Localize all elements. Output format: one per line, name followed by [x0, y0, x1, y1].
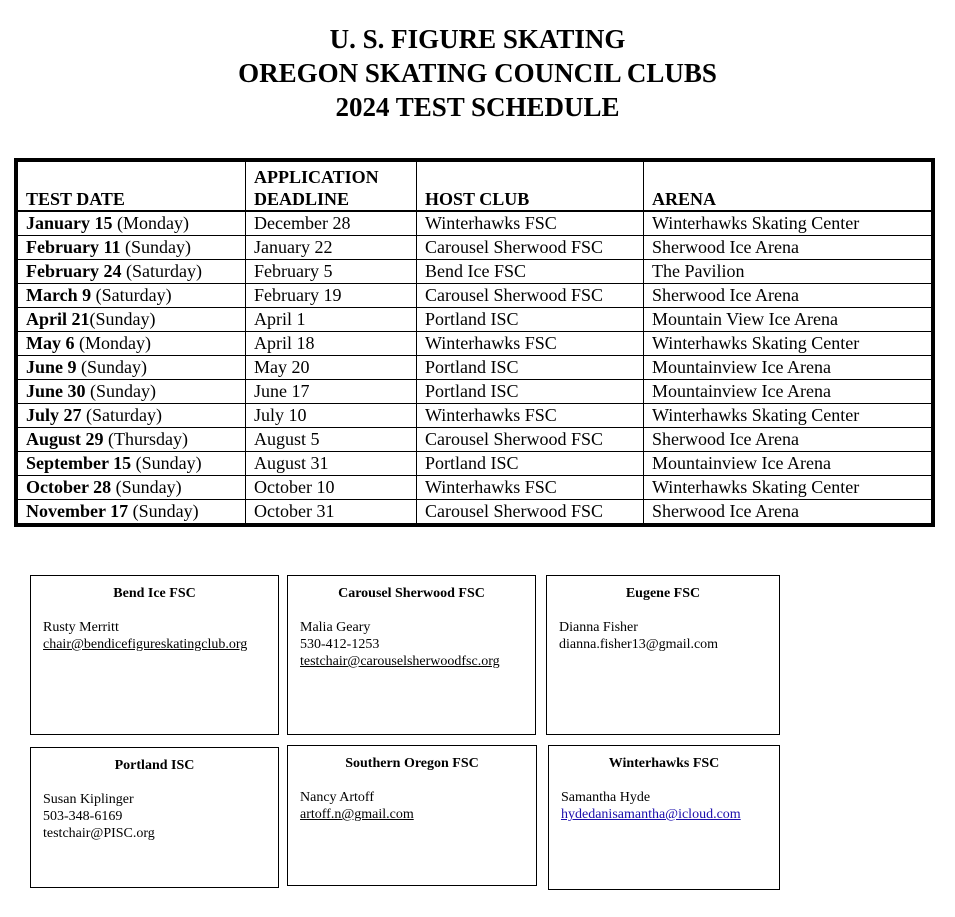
test-day-value: (Saturday)	[121, 261, 202, 281]
test-day-value: (Sunday)	[76, 357, 148, 377]
cell-deadline: August 5	[246, 428, 417, 452]
title-line-3: 2024 TEST SCHEDULE	[335, 92, 620, 122]
cell-host-club: Carousel Sherwood FSC	[417, 284, 644, 308]
contact-phone: 530-412-1253	[300, 637, 380, 652]
contact-club-name: Southern Oregon FSC	[345, 756, 479, 771]
cell-arena: Mountainview Ice Arena	[644, 356, 932, 380]
cell-arena: Sherwood Ice Arena	[644, 500, 932, 524]
test-date-value: March 9	[26, 285, 92, 305]
test-date-value: July 27	[26, 405, 82, 425]
test-date-value: February 24	[26, 261, 122, 281]
contact-card	[287, 575, 536, 735]
cell-test-date	[18, 380, 246, 404]
cell-host-club: Winterhawks FSC	[417, 211, 644, 236]
test-date-value: October 28	[26, 477, 112, 497]
table-header-row	[18, 162, 932, 212]
cell-test-date	[18, 332, 246, 356]
cell-test-date	[18, 452, 246, 476]
cell-deadline: June 17	[246, 380, 417, 404]
cell-arena: Mountain View Ice Arena	[644, 308, 932, 332]
test-day-value: (Monday)	[112, 213, 189, 233]
contact-name: Rusty Merritt	[43, 620, 119, 635]
title-line-1: U. S. FIGURE SKATING	[329, 24, 626, 54]
contact-club-name: Carousel Sherwood FSC	[338, 586, 485, 601]
test-date-value: January 15	[26, 213, 113, 233]
contact-name: Malia Geary	[300, 620, 371, 635]
cell-host-club: Portland ISC	[417, 308, 644, 332]
table-row	[18, 284, 932, 308]
contact-email-link[interactable]: chair@bendicefigureskatingclub.org	[43, 637, 248, 652]
contact-club-name: Portland ISC	[114, 758, 195, 773]
cell-host-club: Carousel Sherwood FSC	[417, 236, 644, 260]
cell-deadline: July 10	[246, 404, 417, 428]
contact-card	[30, 747, 279, 888]
header-arena: ARENA	[644, 162, 932, 212]
contact-name: Nancy Artoff	[300, 790, 374, 805]
test-day-value: (Saturday)	[91, 285, 172, 305]
contact-name: Samantha Hyde	[561, 790, 651, 805]
cell-deadline: February 19	[246, 284, 417, 308]
test-day-value: (Sunday)	[128, 501, 199, 521]
test-date-value: February 11	[26, 237, 121, 257]
test-day-value: (Sunday)	[131, 453, 202, 473]
table-row	[18, 500, 932, 524]
table-row	[18, 404, 932, 428]
cell-deadline: August 31	[246, 452, 417, 476]
cell-arena: Sherwood Ice Arena	[644, 428, 932, 452]
cell-arena: Winterhawks Skating Center	[644, 476, 932, 500]
test-date-value: August 29	[26, 429, 104, 449]
contact-club-name: Winterhawks FSC	[608, 756, 720, 771]
cell-deadline: April 1	[246, 308, 417, 332]
test-day-value: (Monday)	[74, 333, 151, 353]
contact-phone: 503-348-6169	[43, 809, 123, 824]
cell-arena: The Pavilion	[644, 260, 932, 284]
test-date-value: May 6	[26, 333, 75, 353]
cell-host-club: Winterhawks FSC	[417, 404, 644, 428]
cell-arena: Winterhawks Skating Center	[644, 332, 932, 356]
cell-arena: Mountainview Ice Arena	[644, 380, 932, 404]
cell-host-club: Carousel Sherwood FSC	[417, 428, 644, 452]
contact-name: Dianna Fisher	[559, 620, 638, 635]
cell-test-date	[18, 500, 246, 524]
test-date-value: April 21	[26, 309, 90, 329]
cell-test-date	[18, 236, 246, 260]
table-row	[18, 211, 932, 236]
test-day-value: (Sunday)	[89, 309, 156, 329]
cell-test-date	[18, 308, 246, 332]
test-date-value: June 9	[26, 357, 77, 377]
cell-host-club: Carousel Sherwood FSC	[417, 500, 644, 524]
cell-host-club: Portland ISC	[417, 380, 644, 404]
cell-deadline: December 28	[246, 211, 417, 236]
cell-host-club: Winterhawks FSC	[417, 476, 644, 500]
cell-host-club: Portland ISC	[417, 452, 644, 476]
cell-deadline: October 31	[246, 500, 417, 524]
document-title	[0, 22, 955, 124]
contact-card	[546, 575, 780, 735]
cell-test-date	[18, 476, 246, 500]
cell-arena: Mountainview Ice Arena	[644, 452, 932, 476]
cell-test-date	[18, 404, 246, 428]
table-row	[18, 380, 932, 404]
title-line-2: OREGON SKATING COUNCIL CLUBS	[238, 58, 717, 88]
cell-deadline: May 20	[246, 356, 417, 380]
test-date-value: September 15	[26, 453, 132, 473]
cell-arena: Sherwood Ice Arena	[644, 284, 932, 308]
header-deadline-line1: APPLICATION	[254, 167, 379, 187]
table-row	[18, 236, 932, 260]
header-host-club: HOST CLUB	[417, 162, 644, 212]
cell-test-date	[18, 260, 246, 284]
cell-test-date	[18, 356, 246, 380]
cell-host-club: Bend Ice FSC	[417, 260, 644, 284]
header-deadline-line2: DEADLINE	[254, 189, 350, 209]
test-date-value: June 30	[26, 381, 86, 401]
cell-deadline: February 5	[246, 260, 417, 284]
cell-arena: Sherwood Ice Arena	[644, 236, 932, 260]
test-schedule-table	[14, 158, 935, 527]
contact-email-link[interactable]: testchair@carouselsherwoodfsc.org	[300, 654, 500, 669]
cell-test-date	[18, 428, 246, 452]
test-day-value: (Sunday)	[120, 237, 191, 257]
cell-deadline: October 10	[246, 476, 417, 500]
cell-arena: Winterhawks Skating Center	[644, 211, 932, 236]
table-row	[18, 332, 932, 356]
table-row	[18, 476, 932, 500]
cell-test-date	[18, 284, 246, 308]
contact-email: testchair@PISC.org	[43, 826, 155, 841]
cell-deadline: April 18	[246, 332, 417, 356]
header-test-date: TEST DATE	[18, 162, 246, 212]
contact-card	[287, 745, 537, 886]
cell-host-club: Winterhawks FSC	[417, 332, 644, 356]
cell-host-club: Portland ISC	[417, 356, 644, 380]
contact-email-link[interactable]: artoff.n@gmail.com	[300, 807, 414, 822]
schedule-table	[17, 161, 932, 524]
cell-arena: Winterhawks Skating Center	[644, 404, 932, 428]
cell-deadline: January 22	[246, 236, 417, 260]
contact-card	[30, 575, 279, 735]
test-day-value: (Thursday)	[103, 429, 189, 449]
cell-test-date	[18, 211, 246, 236]
contact-email: dianna.fisher13@gmail.com	[559, 637, 719, 652]
table-row	[18, 308, 932, 332]
contact-club-name: Bend Ice FSC	[113, 586, 196, 601]
test-date-value: November 17	[26, 501, 129, 521]
table-row	[18, 428, 932, 452]
table-row	[18, 452, 932, 476]
table-row	[18, 260, 932, 284]
table-row	[18, 356, 932, 380]
contact-club-name: Eugene FSC	[625, 586, 701, 601]
contact-card	[548, 745, 780, 890]
contact-name: Susan Kiplinger	[43, 792, 134, 807]
contact-email-link[interactable]: hydedanisamantha@icloud.com	[561, 807, 741, 822]
test-day-value: (Sunday)	[85, 381, 157, 401]
test-day-value: (Sunday)	[111, 477, 182, 497]
header-application-deadline	[246, 162, 417, 212]
test-day-value: (Saturday)	[81, 405, 162, 425]
